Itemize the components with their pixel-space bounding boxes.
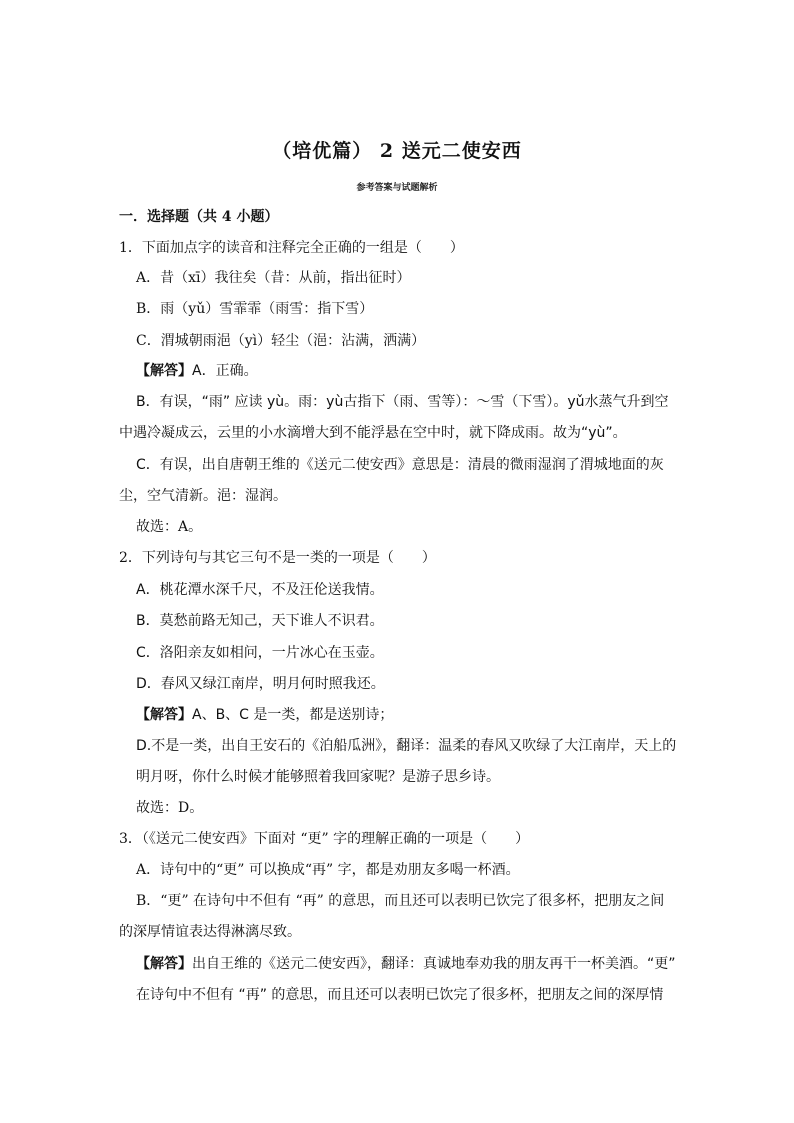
question-stem: 1．下面加点字的读音和注释完全正确的一组是（ ） xyxy=(119,240,464,256)
question-stem: 2．下列诗句与其它三句不是一类的一项是（ ） xyxy=(119,550,436,566)
answer-line xyxy=(136,954,676,974)
answer-tag: 【解答】 xyxy=(136,707,192,723)
answer-line xyxy=(136,705,393,725)
answer-tag: 【解答】 xyxy=(136,956,192,972)
answer-text: A、B、C 是一类，都是送别诗； xyxy=(192,707,394,723)
page-subtitle: 参考答案与试题解析 xyxy=(356,183,438,193)
answer-text: 在诗句中不但有 “再” 的意思，而且还可以表明已饮完了很多杯，把朋友之间的深厚情 xyxy=(136,987,664,1003)
answer-text: 出自王维的《送元二使安西》，翻译：真诚地奉劝我的朋友再干一杯美酒。“更” xyxy=(192,956,676,972)
answer-tag: 【解答】 xyxy=(136,363,192,379)
page-title: （培优篇） 2 送元二使安西 xyxy=(272,140,522,162)
option-c: C．洛阳亲友如相问，一片冰心在玉壶。 xyxy=(136,645,384,661)
option-c: C．渭城朝雨浥（yì）轻尘（浥：沾满，洒满） xyxy=(136,333,426,349)
option-d: D．春风又绿江南岸，明月何时照我还。 xyxy=(136,676,385,692)
answer-text: C．有误，出自唐朝王维的《送元二使安西》意思是：清晨的微雨湿润了渭城地面的灰 xyxy=(136,457,664,473)
option-b-continued: 的深厚情谊表达得淋漓尽致。 xyxy=(119,924,301,940)
option-b: B．莫愁前路无知己，天下谁人不识君。 xyxy=(136,613,384,629)
answer-conclusion: 故选：A。 xyxy=(136,519,203,535)
option-b: B．“更” 在诗句中不但有 “再” 的意思，而且还可以表明已饮完了很多杯，把朋友之间 xyxy=(136,893,665,909)
option-a: A．诗句中的“更” 可以换成“再” 字，都是劝朋友多喝一杯酒。 xyxy=(136,862,520,878)
question-stem: 3．（《送元二使安西》下面对 “更” 字的理解正确的一项是（ ） xyxy=(119,831,530,847)
answer-text: 尘，空气清新。浥：湿润。 xyxy=(119,488,287,504)
answer-line xyxy=(136,361,258,381)
option-a: A．昔（xī）我往矣（昔：从前，指出征时） xyxy=(136,270,411,286)
option-b: B．雨（yǔ）雪霏霏（雨雪：指下雪） xyxy=(136,301,374,317)
section-heading: 一．选择题（共 4 小题） xyxy=(119,209,279,225)
answer-conclusion: 故选：D。 xyxy=(136,800,204,816)
answer-text: 明月呀，你什么时候才能够照着我回家呢？是游子思乡诗。 xyxy=(136,769,500,785)
answer-text: A．正确。 xyxy=(192,363,258,379)
option-a: A．桃花潭水深千尺，不及汪伦送我情。 xyxy=(136,582,384,598)
answer-text: 中遇冷凝成云，云里的小水滴增大到不能浮悬在空中时，就下降成雨。故为“yù”。 xyxy=(119,425,627,441)
answer-text: D.不是一类，出自王安石的《泊船瓜洲》，翻译：温柔的春风又吹绿了大江南岸，天上的 xyxy=(136,738,677,754)
answer-text: B．有误，“雨” 应读 yù。雨：yù古指下（雨、雪等）：～雪（下雪）。yǔ水蒸气升到空 xyxy=(136,394,669,410)
